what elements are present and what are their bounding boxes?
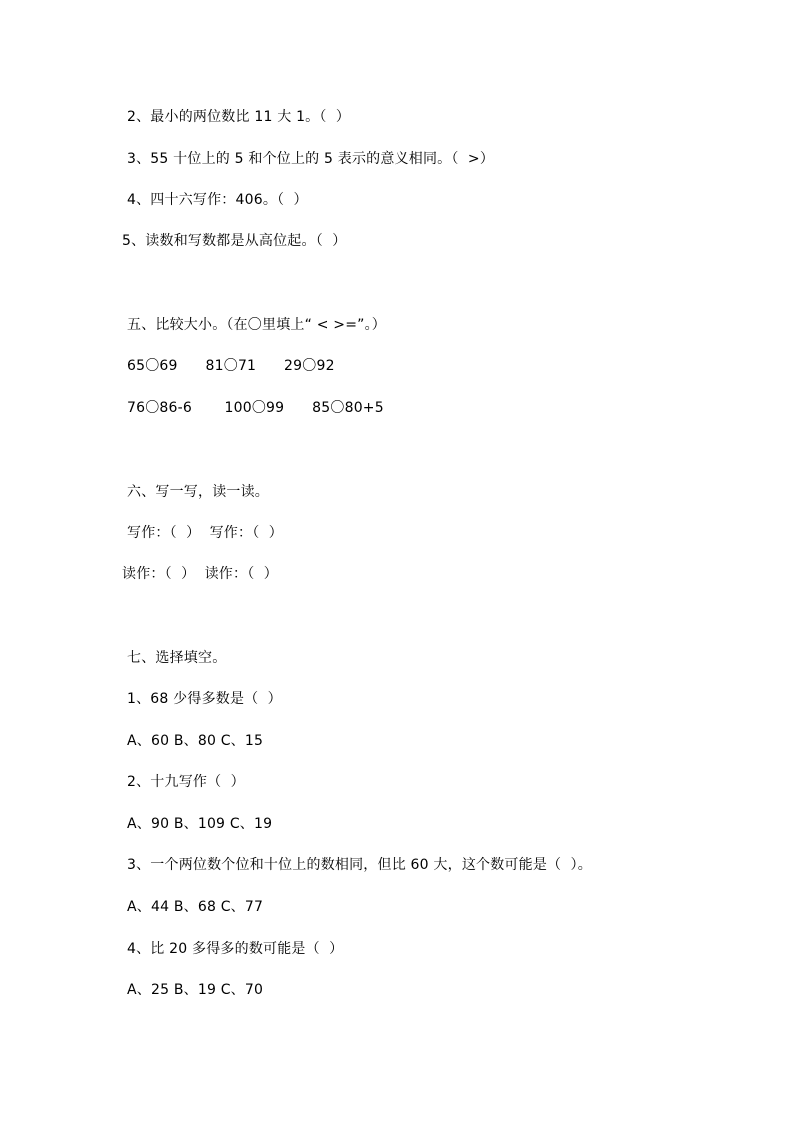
section-6-heading: 六、写一写，读一读。 bbox=[127, 484, 269, 500]
s7-question-4-options: A、25 B、19 C、70 bbox=[127, 982, 264, 998]
s7-question-2: 2、十九写作（ ） bbox=[127, 774, 245, 790]
section-7-heading: 七、选择填空。 bbox=[127, 650, 227, 666]
s4-question-4: 4、四十六写作：406。（ ） bbox=[127, 192, 308, 208]
s7-question-2-options: A、90 B、109 C、19 bbox=[127, 816, 273, 832]
s4-question-3: 3、55 十位上的 5 和个位上的 5 表示的意义相同。（ >） bbox=[127, 151, 495, 167]
write-row: 写作：（ ） 写作：（ ） bbox=[127, 525, 283, 541]
s4-question-2: 2、最小的两位数比 11 大 1。（ ） bbox=[127, 109, 351, 125]
s7-question-3: 3、一个两位数个位和十位上的数相同，但比 60 大，这个数可能是（ ）。 bbox=[127, 857, 592, 873]
s7-question-3-options: A、44 B、68 C、77 bbox=[127, 899, 264, 915]
s7-question-1: 1、68 少得多数是（ ） bbox=[127, 691, 282, 707]
read-row: 读作：（ ） 读作：（ ） bbox=[122, 566, 278, 582]
compare-row-1: 65〇69 81〇71 29〇92 bbox=[127, 358, 335, 374]
s4-question-5: 5、读数和写数都是从高位起。（ ） bbox=[122, 233, 347, 249]
compare-row-2: 76〇86-6 100〇99 85〇80+5 bbox=[127, 400, 384, 416]
s7-question-4: 4、比 20 多得多的数可能是（ ） bbox=[127, 941, 344, 957]
s7-question-1-options: A、60 B、80 C、15 bbox=[127, 733, 264, 749]
section-5-heading: 五、比较大小。（在〇里填上“ < >=”。） bbox=[127, 317, 386, 333]
